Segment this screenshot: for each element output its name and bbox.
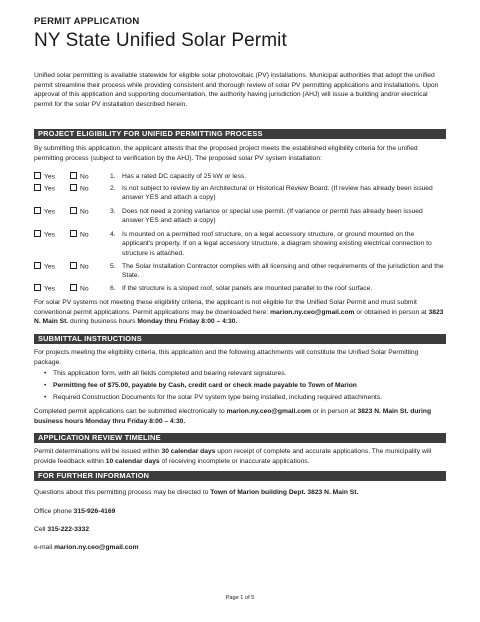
yes-label: Yes <box>44 173 55 181</box>
eligibility-heading: PROJECT ELIGIBILITY FOR UNIFIED PERMITTING PROCESS <box>34 129 446 139</box>
yes-label: Yes <box>44 231 55 239</box>
email-line <box>34 543 139 552</box>
questions-text: Questions about this permitting process may be directed to <box>34 489 211 496</box>
yes-label: Yes <box>44 285 55 293</box>
bullet-text: Permitting fee of $75.00, payable by Cash, credit card or check made payable to Town of Marion <box>53 382 357 389</box>
no-label: No <box>80 185 89 193</box>
email-label: e-mail <box>34 544 55 551</box>
checkbox-icon <box>34 207 41 214</box>
item-text: Has a rated DC capacity of 25 kW or less. <box>122 173 247 180</box>
office-phone-line <box>34 507 115 516</box>
bullet-icon: • <box>44 394 47 401</box>
no-label: No <box>80 285 89 293</box>
questions-line <box>34 488 358 497</box>
timeline-text-part: upon receipt of complete and accurate applications. The municipality will provide feedback within <box>34 448 432 465</box>
cell-phone[interactable]: 315-222-3332 <box>47 526 90 533</box>
bullet-icon: • <box>44 370 47 377</box>
office-phone[interactable]: 315-926-4169 <box>73 508 116 515</box>
determination-days: 30 calendar days <box>161 448 216 455</box>
eligibility-closing <box>34 298 444 327</box>
no-checkbox-4[interactable] <box>70 230 89 240</box>
item-number: 3. <box>110 208 116 215</box>
yes-label: Yes <box>44 185 55 193</box>
yes-checkbox-5[interactable] <box>34 262 55 272</box>
timeline-text-part: Permit determinations will be issued within <box>34 448 162 455</box>
bullet-text: This application form, with all fields completed and bearing relevant signatures. <box>53 370 287 377</box>
item-number: 4. <box>110 231 116 238</box>
bullet-icon: • <box>44 382 47 389</box>
submit-email-link[interactable]: marion.ny.ceo@gmail.com <box>226 408 312 415</box>
item-number: 6. <box>110 285 116 292</box>
yes-checkbox-6[interactable] <box>34 284 55 294</box>
yes-checkbox-4[interactable] <box>34 230 55 240</box>
permit-application-label: PERMIT APPLICATION <box>34 16 140 27</box>
closing-text: For solar PV systems not meeting these eligibility criteria, the applicant is not eligible for the Unified Solar Permit and must submit conventional permit applications. Permit applications may be downloaded here: <box>34 299 417 316</box>
page-title: NY State Unified Solar Permit <box>34 30 287 51</box>
checkbox-icon <box>34 262 41 269</box>
closing-text: or in person at <box>311 408 358 415</box>
submit-address: 3823 N. Main St. during business hours Monday thru Friday 8:00 – 4:30. <box>34 408 432 425</box>
checkbox-icon <box>34 172 41 179</box>
submittal-closing <box>34 407 444 426</box>
closing-text: Completed permit applications can be submitted electronically to <box>34 408 227 415</box>
checkbox-icon <box>34 184 41 191</box>
yes-checkbox-3[interactable] <box>34 207 55 217</box>
business-hours: Monday thru Friday 8:00 – 4:30. <box>137 318 238 326</box>
building-dept: Town of Marion building Dept. 3823 N. Main St. <box>210 489 359 496</box>
no-checkbox-2[interactable] <box>70 184 89 194</box>
submittal-intro: For projects meeting the eligibility criteria, this application and the following attachments will constitute the Unified Solar Permitting package. <box>34 349 419 366</box>
checkbox-icon <box>70 262 77 269</box>
checkbox-icon <box>34 230 41 237</box>
item-text: Is mounted on a permitted roof structure, on a legal accessory structure, or ground mounted on the applicant's property. If on a legal accessory structure, a diagram showing existing electrical connection to structure is attached. <box>122 231 432 257</box>
checkbox-icon <box>70 172 77 179</box>
item-number: 1. <box>110 173 116 180</box>
checkbox-icon <box>70 184 77 191</box>
timeline-text-part: of receiving incomplete or inaccurate applications. <box>159 457 310 465</box>
checkbox-icon <box>70 284 77 291</box>
timeline-text <box>34 447 444 466</box>
item-text: The Solar Installation Contractor complies with all licensing and other requirements of the jurisdiction and the State. <box>122 263 444 280</box>
yes-label: Yes <box>44 263 55 271</box>
contact-email-link[interactable]: marion.ny.ceo@gmail.com <box>54 544 139 551</box>
bullet-text: Required Construction Documents for the solar PV system type being installed, including required attachments. <box>53 394 382 401</box>
cell-phone-line <box>34 525 89 534</box>
timeline-heading: APPLICATION REVIEW TIMELINE <box>34 433 446 443</box>
closing-text: during business hours <box>68 318 138 326</box>
no-checkbox-6[interactable] <box>70 284 89 294</box>
checkbox-icon <box>34 284 41 291</box>
download-email-link[interactable]: marion.ny.ceo@gmail.com <box>270 308 355 316</box>
office-address: 3823 N. Main St. <box>34 308 444 326</box>
yes-checkbox-1[interactable] <box>34 172 55 182</box>
no-label: No <box>80 231 89 239</box>
no-checkbox-1[interactable] <box>70 172 89 182</box>
info-heading: FOR FURTHER INFORMATION <box>34 471 446 481</box>
cell-phone-label: Cell <box>34 526 48 533</box>
page-number: Page 1 of 5 <box>225 595 255 601</box>
item-text: Is not subject to review by an Architectural or Historical Review Board. (If review has already been issued answer YES and attach a copy) <box>122 185 433 202</box>
checkbox-icon <box>70 207 77 214</box>
item-number: 5. <box>110 263 116 270</box>
feedback-days: 10 calendar days <box>105 457 160 465</box>
yes-label: Yes <box>44 208 55 216</box>
no-label: No <box>80 263 89 271</box>
no-label: No <box>80 208 89 216</box>
item-number: 2. <box>110 185 116 192</box>
eligibility-intro: By submitting this application, the applicant attests that the proposed project meets the established eligibility criteria for the unified permitting process (subject to verification by the AHJ). The proposed solar PV system installation: <box>34 145 418 162</box>
intro-paragraph: Unified solar permitting is available statewide for eligible solar photovoltaic (PV) installations. Municipal authorities that adopt the unified permit streamline their process while providing consistent and thorough review of solar PV permitting applications and installations. Upon approval of this application and supporting documentation, the authority having jurisdiction (AHJ) will issue a building and/or electrical permit for the solar PV installation described herein. <box>34 72 439 108</box>
checkbox-icon <box>70 230 77 237</box>
no-label: No <box>80 173 89 181</box>
item-text: Does not need a zoning variance or special use permit. (If variance or permit has already been issued answer YES and attach a copy) <box>122 208 423 225</box>
item-text: If the structure is a sloped roof, solar panels are mounted parallel to the roof surface. <box>122 285 373 292</box>
office-phone-label: Office phone <box>34 508 74 515</box>
no-checkbox-5[interactable] <box>70 262 89 272</box>
closing-text: or obtained in person at <box>354 308 429 316</box>
yes-checkbox-2[interactable] <box>34 184 55 194</box>
submittal-heading: SUBMITTAL INSTRUCTIONS <box>34 334 446 344</box>
no-checkbox-3[interactable] <box>70 207 89 217</box>
